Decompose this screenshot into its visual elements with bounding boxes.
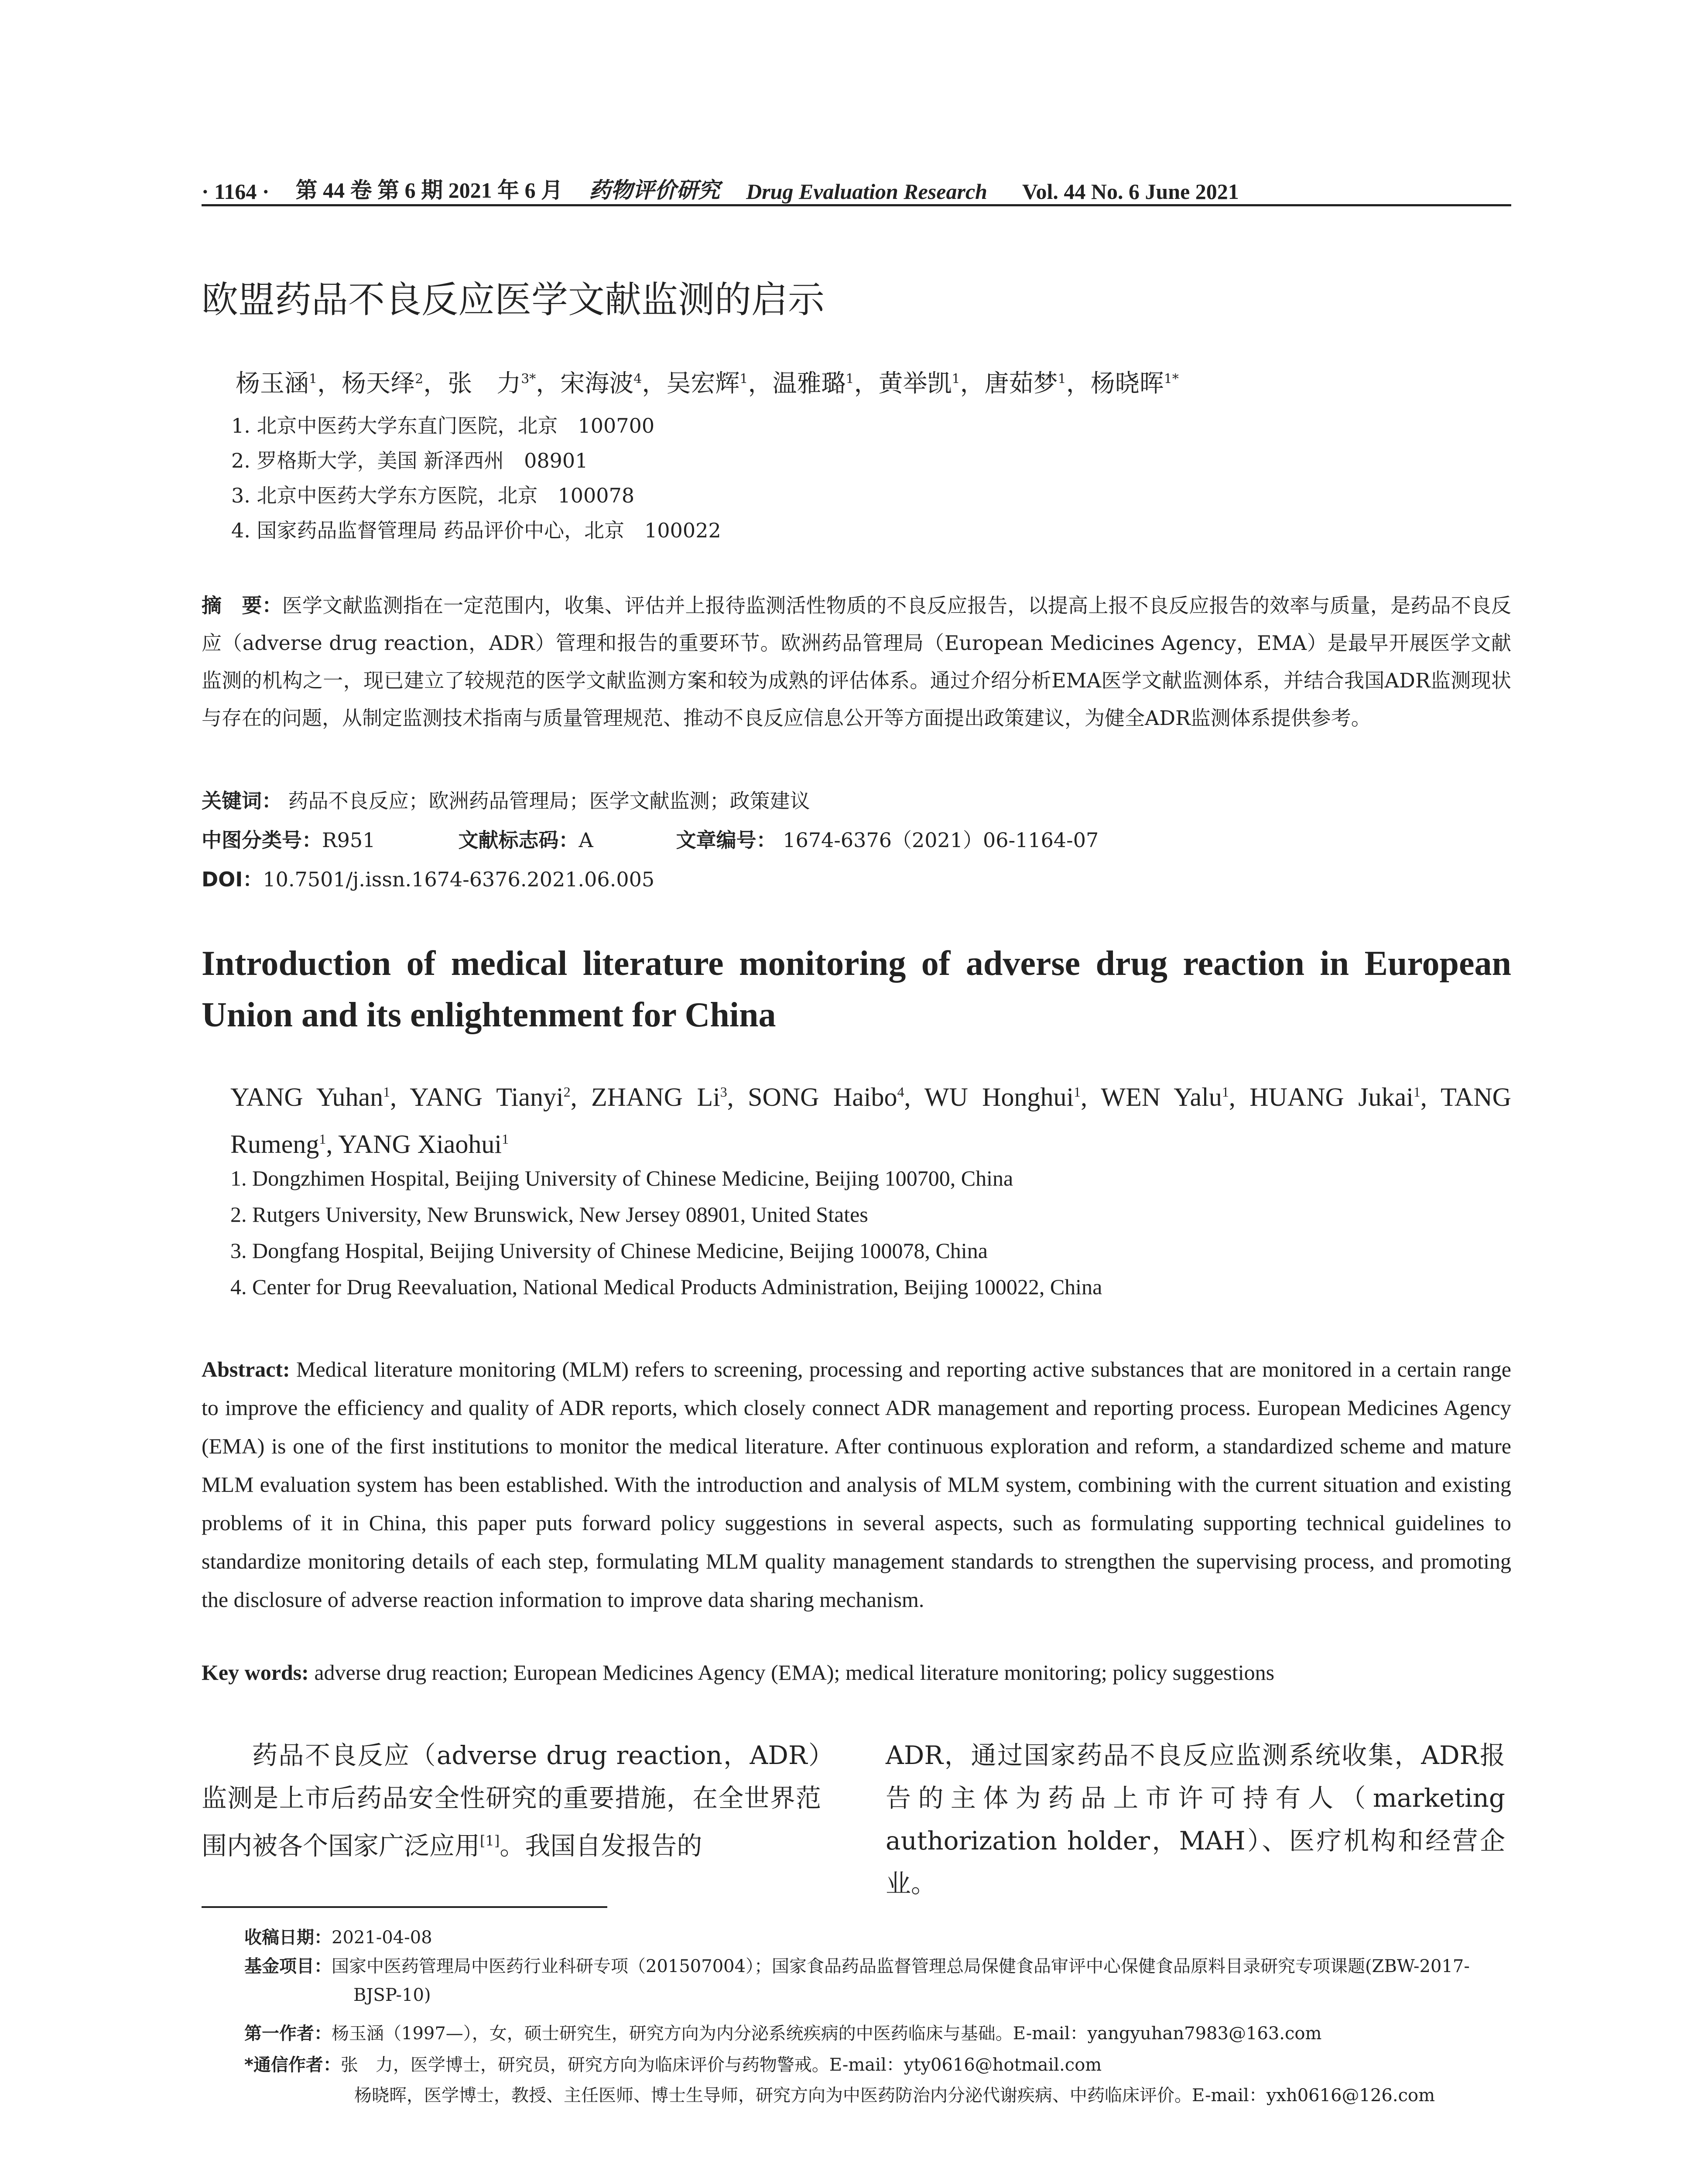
clc-value: R951 <box>322 828 376 852</box>
footnote-divider <box>202 1906 607 1908</box>
body-column-right <box>886 1734 1505 1905</box>
affiliation-cn: 2. 罗格斯大学，美国 新泽西州 08901 <box>231 449 588 472</box>
author-sup: 2 <box>415 371 424 387</box>
issue-cn: 第 44 卷 第 6 期 2021 年 6 月 <box>295 178 563 202</box>
author-sup: 1 <box>502 1131 509 1147</box>
doi-row <box>202 864 654 892</box>
received-value: 2021-04-08 <box>332 1928 432 1948</box>
body-text: ADR，通过国家药品不良反应监测系统收集，ADR报告的主体为药品上市许可持有人（marketing authorization holder，MAH）、医疗机构和经营企业。 <box>886 1740 1505 1898</box>
author-sup: 3* <box>521 371 536 387</box>
author-sup: 4 <box>897 1084 904 1100</box>
author-en: WU Honghui <box>924 1083 1074 1111</box>
author-sup: 1 <box>309 371 318 387</box>
abstract-text-en: Medical literature monitoring (MLM) refers to screening, processing and reporting active substances that are monitored in a certain range to improve the efficiency and quality of ADR reports, which closely connect ADR management and reporting process. European Medicines Agency (EMA) is one of the first institutions to monitor the medical literature. After continuous exploration and reform, a standardized scheme and mature MLM evaluation system has been established. With the introduction and analysis of MLM system, combining with the current situation and existing problems of it in China, this paper puts forward policy suggestions in several aspects, such as formulating supporting technical guidelines to standardize monitoring details of each step, formulating MLM quality management standards to strengthen the supervising process, and promoting the disclosure of adverse reaction information to improve data sharing mechanism. <box>202 1357 1511 1612</box>
classification-row <box>202 824 1099 853</box>
affiliation-en: 3. Dongfang Hospital, Beijing University of Chinese Medicine, Beijing 100078, China <box>230 1238 988 1263</box>
author-sup: 3 <box>720 1084 727 1100</box>
author-cn: 温雅璐 <box>772 369 846 398</box>
citation-ref[interactable]: [1] <box>480 1832 500 1849</box>
author-en: YANG Tianyi <box>410 1083 564 1111</box>
affiliation-cn: 3. 北京中医药大学东方医院，北京 100078 <box>231 484 635 507</box>
author-cn: 唐茹梦 <box>984 369 1058 398</box>
author-en: ZHANG Li <box>591 1083 720 1111</box>
author-en: YANG Yuhan <box>230 1083 383 1111</box>
author-list-en: YANG Yuhan$^1$, YANG Tianyi$^2$, ZHANG Li$^3$, SONG Haibo$^4$, WU Honghui$^1$, WEN Yalu$^1$, HUANG Jukai$^1$, TANG Rumeng$^1$, YANG Xiaohui$^1$ <box>230 1083 1512 1159</box>
author-cn: 宋海波 <box>560 369 634 398</box>
body-text: 药品不良反应（adverse drug reaction，ADR）监测是上市后药品安全性研究的重要措施，在全世界范围内被各个国家广泛应用 <box>202 1740 821 1861</box>
footnote-received <box>244 1924 432 1949</box>
author-sup: 1 <box>1074 1084 1081 1100</box>
received-label: 收稿日期： <box>244 1928 332 1948</box>
author-sup: 4 <box>633 371 642 387</box>
article-title-en: Introduction of medical literature monitoring of adverse drug reaction in European Union and its enlightenment for China <box>202 944 1511 1034</box>
running-header <box>202 165 1511 204</box>
footnote-corresponding <box>244 2051 1102 2076</box>
abstract-label-en: Abstract: <box>202 1357 290 1381</box>
footnote-first-author <box>244 2020 1321 2044</box>
corresponding-label: *通信作者： <box>244 2055 341 2075</box>
doi-label: DOI： <box>202 868 263 891</box>
article-title-cn: 欧盟药品不良反应医学文献监测的启示 <box>202 278 825 321</box>
author-cn: 杨天绎 <box>342 369 415 398</box>
author-sup: 1 <box>1222 1084 1229 1100</box>
affiliation-en: 2. Rutgers University, New Brunswick, New Jersey 08901, United States <box>230 1202 868 1227</box>
keywords-en <box>202 1660 1274 1685</box>
author-sup: 1* <box>1164 371 1179 387</box>
author-cn: 张 力 <box>448 369 521 398</box>
abstract-label-cn: 摘 要： <box>202 594 282 617</box>
author-sup: 2 <box>563 1084 571 1100</box>
abstract-text-cn: 医学文献监测指在一定范围内，收集、评估并上报待监测活性物质的不良反应报告，以提高上报不良反应报告的效率与质量，是药品不良反应（adverse drug reaction，ADR）管理和报告的重要环节。欧洲药品管理局（European Medicines Agency，EMA）是最早开展医学文献监测的机构之一，现已建立了较规范的医学文献监测方案和较为成熟的评估体系。通过介绍分析EMA医学文献监测体系，并结合我国ADR监测现状与存在的问题，从制定监测技术指南与质量管理规范、推动不良反应信息公开等方面提出政策建议，为健全ADR监测体系提供参考。 <box>202 594 1511 730</box>
author-en: WEN Yalu <box>1101 1083 1222 1111</box>
keywords-cn <box>202 785 810 814</box>
author-sup: 1 <box>1413 1084 1420 1100</box>
corresponding-value: 张 力，医学博士，研究员，研究方向为临床评价与药物警戒。E-mail：yty0616@hotmail.com <box>340 2055 1102 2075</box>
author-en: YANG Xiaohui <box>338 1130 502 1159</box>
author-sup: 1 <box>739 371 748 387</box>
author-en: TANG Rumeng <box>230 1083 1512 1159</box>
author-sup: 1 <box>845 371 854 387</box>
author-cn: 杨玉涵 <box>236 369 309 398</box>
journal-logo-cn: 药物评价研究 <box>589 177 720 203</box>
first-author-value: 杨玉涵（1997—），女，硕士研究生，研究方向为内分泌系统疾病的中医药临床与基础。E-mail：yangyuhan7983@163.com <box>332 2024 1322 2044</box>
author-cn: 杨晓晖 <box>1090 369 1164 398</box>
affiliation-cn: 4. 国家药品监督管理局 药品评价中心，北京 100022 <box>231 519 721 542</box>
abstract-en <box>202 1350 1511 1619</box>
body-column-left <box>202 1734 821 1867</box>
keywords-text-cn: 药品不良反应；欧洲药品管理局；医学文献监测；政策建议 <box>288 789 810 813</box>
journal-name-en: Drug Evaluation Research <box>746 179 987 204</box>
issue-en: Vol. 44 No. 6 June 2021 <box>1022 179 1239 204</box>
keywords-label-cn: 关键词： <box>202 789 282 813</box>
affiliation-en: 4. Center for Drug Reevaluation, National Medical Products Administration, Beijing 100022, China <box>230 1275 1102 1299</box>
doi-value[interactable]: 10.7501/j.issn.1674-6376.2021.06.005 <box>263 868 655 891</box>
footnote-fund <box>244 1952 1514 2010</box>
doc-code-value: A <box>578 828 593 852</box>
author-en: SONG Haibo <box>748 1083 897 1111</box>
footnote-corresponding-2: 杨晓晖，医学博士，教授、主任医师、博士生导师，研究方向为中医药防治内分泌代谢疾病、中药临床评价。E-mail：yxh0616@126.com <box>354 2085 1435 2106</box>
author-sup: 1 <box>319 1131 326 1147</box>
affiliation-en: 1. Dongzhimen Hospital, Beijing University of Chinese Medicine, Beijing 100700, China <box>230 1166 1013 1190</box>
article-no-value: 1674-6376（2021）06-1164-07 <box>783 828 1099 852</box>
fund-label: 基金项目： <box>244 1956 332 1976</box>
keywords-label-en: Key words: <box>202 1660 309 1685</box>
fund-value: 国家中医药管理局中医药行业科研专项（201507004）；国家食品药品监督管理总局保健食品审评中心保健食品原料目录研究专项课题(ZBW-2017-BJSP-10) <box>332 1956 1470 2005</box>
abstract-cn <box>202 587 1511 737</box>
author-en: HUANG Jukai <box>1249 1083 1414 1111</box>
page-number: · 1164 · <box>202 179 270 204</box>
author-sup: 1 <box>1058 371 1066 387</box>
keywords-text-en: adverse drug reaction; European Medicines Agency (EMA); medical literature monitoring; policy suggestions <box>314 1660 1275 1685</box>
author-sup: 1 <box>383 1084 390 1100</box>
article-no-label: 文章编号： <box>676 828 777 852</box>
body-text: 。我国自发报告的 <box>500 1831 702 1861</box>
first-author-label: 第一作者： <box>244 2024 332 2044</box>
clc-label: 中图分类号： <box>202 828 322 852</box>
header-divider <box>202 204 1511 206</box>
author-cn: 吴宏辉 <box>666 369 740 398</box>
author-list-cn: 杨玉涵$^1$，杨天绎$^2$，张 力$^{3*}$，宋海波$^4$，吴宏辉$^1$，温雅璐$^1$，黄举凯$^1$，唐茹梦$^1$，杨晓晖$^{1*}$ <box>236 369 1179 398</box>
doc-code-label: 文献标志码： <box>458 828 579 852</box>
affiliation-cn: 1. 北京中医药大学东直门医院，北京 100700 <box>231 414 655 438</box>
author-cn: 黄举凯 <box>878 369 952 398</box>
author-sup: 1 <box>952 371 960 387</box>
